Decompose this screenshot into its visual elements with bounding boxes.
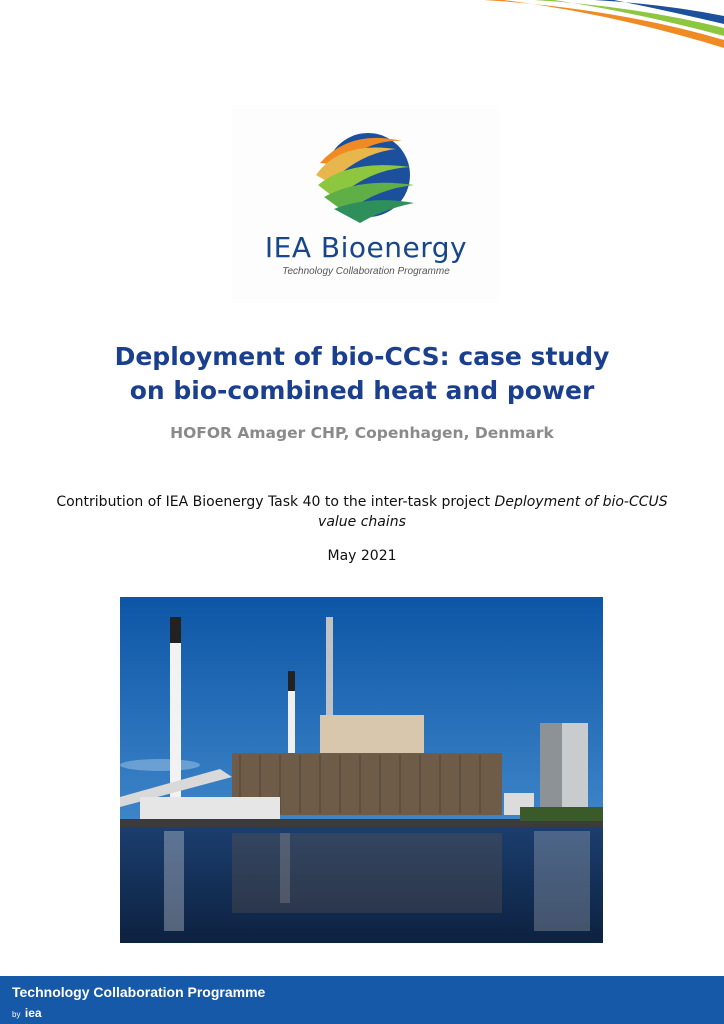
bioenergy-globe-icon <box>310 119 422 231</box>
publication-date: May 2021 <box>327 548 397 564</box>
report-subtitle: HOFOR Amager CHP, Copenhagen, Denmark <box>170 424 554 442</box>
cover-photo-power-plant <box>120 597 603 943</box>
report-title-line-2: on bio-combined heat and power <box>129 376 595 405</box>
report-title-line-1: Deployment of bio-CCS: case study <box>114 342 610 371</box>
corner-swoosh-decoration <box>464 0 724 50</box>
logo-tagline: Technology Collaboration Programme <box>282 266 450 277</box>
contribution-text: Contribution of IEA Bioenergy Task 40 to the inter-task project <box>56 494 495 510</box>
contribution-statement <box>40 492 684 532</box>
report-title <box>0 340 724 408</box>
iea-logo-text: iea <box>24 1006 42 1020</box>
logo-wordmark: IEA Bioenergy <box>264 231 468 264</box>
iea-bioenergy-logo <box>232 105 500 303</box>
footer-band <box>0 976 724 1024</box>
footer-by-text: by <box>12 1010 21 1019</box>
project-name: Deployment of bio-CCUS value chains <box>318 494 668 530</box>
footer-iea-mark <box>12 1004 42 1022</box>
footer-title: Technology Collaboration Programme <box>12 984 266 1000</box>
